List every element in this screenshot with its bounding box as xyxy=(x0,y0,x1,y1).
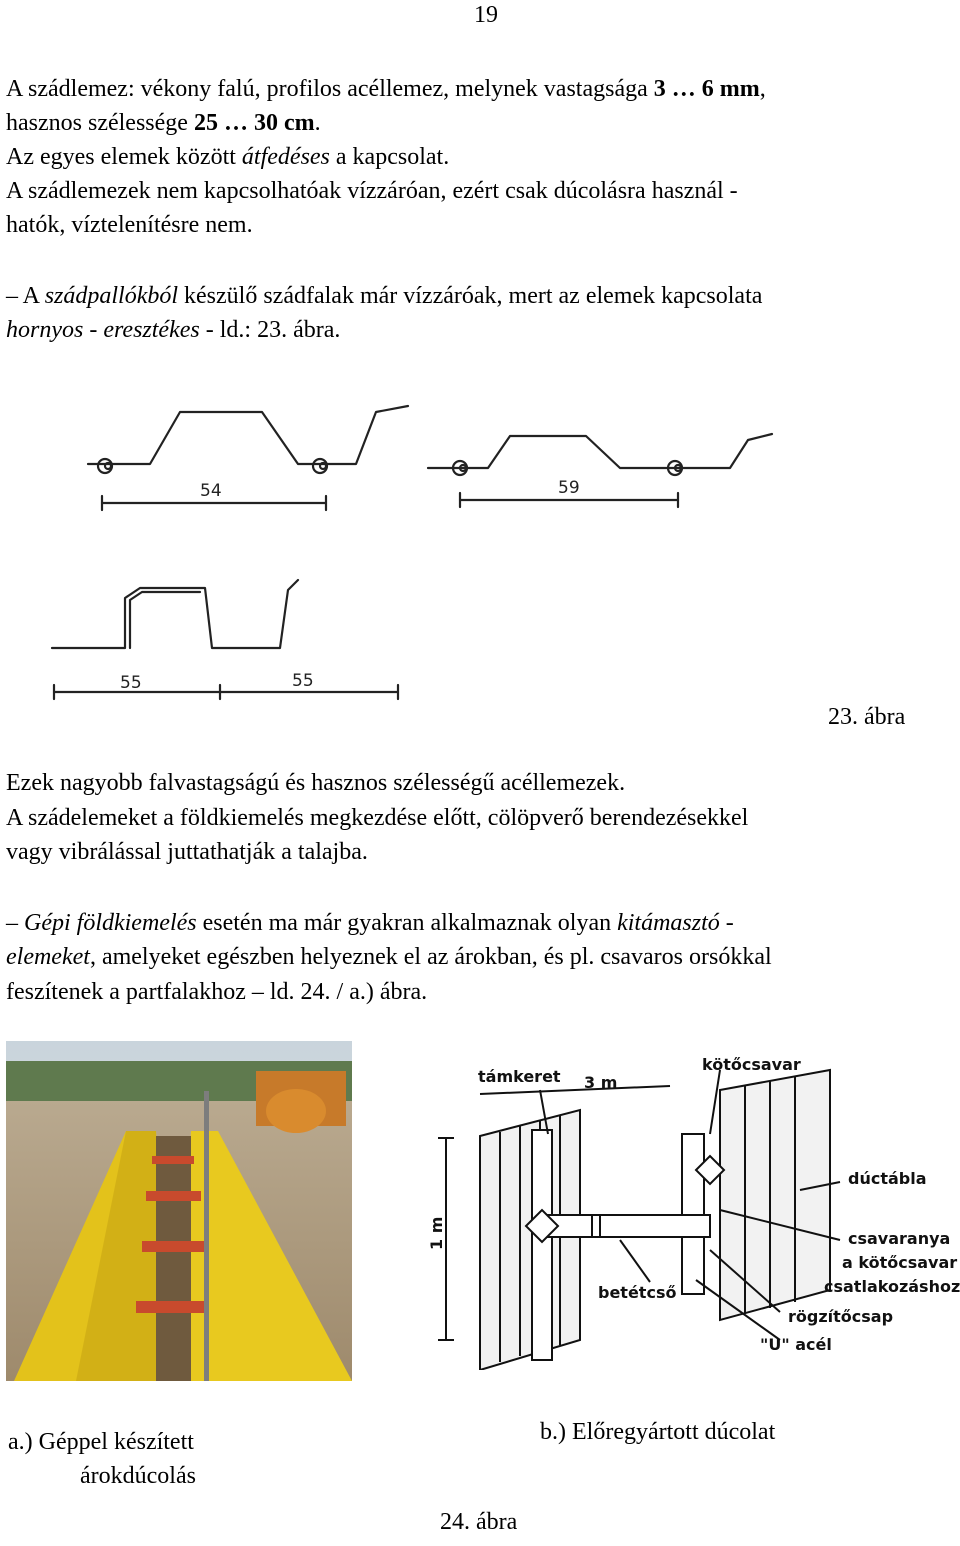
caption-a-line1: a.) Géppel készített xyxy=(8,1429,194,1455)
para4-line2 xyxy=(6,940,772,974)
para4-text: , amelyeket egészben helyeznek el az árokban, és pl. csavaros orsókkal xyxy=(89,944,772,970)
dim-55b-label: 55 xyxy=(292,671,314,691)
prefab-shoring-drawing xyxy=(420,1050,960,1370)
figure-23-profiles xyxy=(30,390,830,730)
figure-23-caption: 23. ábra xyxy=(828,704,906,730)
dim-59-label: 59 xyxy=(558,478,580,498)
para1-text: hasznos szélessége xyxy=(6,110,194,136)
profile-54 xyxy=(88,406,408,464)
para2-text: A xyxy=(18,283,45,309)
dim-55a-label: 55 xyxy=(120,673,142,693)
para4-line3: feszítenek a partfalakhoz – ld. 24. / a.) ábra. xyxy=(6,979,428,1005)
label-ductabla: dúctábla xyxy=(848,1169,927,1188)
para2-line2 xyxy=(6,313,340,347)
term-hornyos: hornyos - eresztékes xyxy=(6,317,200,343)
label-csavaranya: csavaranya xyxy=(848,1229,951,1248)
figure-24-caption: 24. ábra xyxy=(440,1509,518,1535)
label-height: 1 m xyxy=(427,1216,446,1250)
label-rogzitocsap: rögzítőcsap xyxy=(788,1307,894,1326)
label-betetcso: betétcső xyxy=(598,1283,677,1302)
para1-text: A szádlemez: vékony falú, profilos acéllemez, melynek vastagsága xyxy=(6,76,654,102)
trench-photo xyxy=(6,1041,352,1381)
para1-line2 xyxy=(6,106,321,140)
label-width: 3 m xyxy=(584,1073,618,1092)
term-gepi: Gépi földkiemelés xyxy=(18,910,197,936)
para2-text: - ld.: 23. ábra. xyxy=(199,317,341,343)
para1-line1 xyxy=(6,72,766,106)
dim-54-label: 54 xyxy=(200,481,222,501)
profile-59 xyxy=(428,434,772,468)
para1-text: Az egyes elemek között xyxy=(6,144,242,170)
bullet-dash: – xyxy=(6,283,18,309)
para3-line1: Ezek nagyobb falvastagságú és hasznos szélességű acéllemezek. xyxy=(6,770,626,796)
para2-line1 xyxy=(6,279,762,313)
label-kotocsavar2: a kötőcsavar xyxy=(842,1253,958,1272)
para2-text: készülő szádfalak már vízzáróak, mert az elemek kapcsolata xyxy=(178,283,763,309)
para1-punct: , xyxy=(759,76,766,102)
para1-text: a kapcsolat. xyxy=(329,144,450,170)
thickness-value: 3 … 6 mm xyxy=(653,76,760,102)
caption-a-line2: árokdúcolás xyxy=(80,1463,196,1489)
width-value: 25 … 30 cm xyxy=(193,110,315,136)
label-kotocsavar: kötőcsavar xyxy=(702,1055,801,1074)
para4-text: esetén ma már gyakran alkalmaznak olyan xyxy=(196,910,618,936)
overlap-term: átfedéses xyxy=(241,144,330,170)
page-number: 19 xyxy=(474,2,498,28)
label-tamkeret: támkeret xyxy=(478,1067,561,1086)
term-szadpallo: szádpallókból xyxy=(44,283,179,309)
para1-line3 xyxy=(6,140,449,174)
term-elemeket: elemeket xyxy=(6,944,90,970)
para3-line3: vagy vibrálással juttathatják a talajba. xyxy=(6,839,368,865)
para1-line5: hatók, víztelenítésre nem. xyxy=(6,212,253,238)
caption-b: b.) Előregyártott dúcolat xyxy=(540,1419,776,1445)
bullet-dash: – xyxy=(6,910,18,936)
para1-punct: . xyxy=(314,110,321,136)
profile-55 xyxy=(52,580,298,648)
label-u-acel: "U" acél xyxy=(760,1335,832,1354)
para3-line2: A szádelemeket a földkiemelés megkezdése előtt, cölöpverő berendezésekkel xyxy=(6,805,749,831)
term-kitamaszto: kitámasztó - xyxy=(617,910,734,936)
para4-line1 xyxy=(6,906,734,940)
label-csatlakozashoz: csatlakozáshoz xyxy=(824,1277,960,1296)
para1-line4: A szádlemezek nem kapcsolhatóak vízzáróan, ezért csak dúcolásra használ - xyxy=(6,178,738,204)
